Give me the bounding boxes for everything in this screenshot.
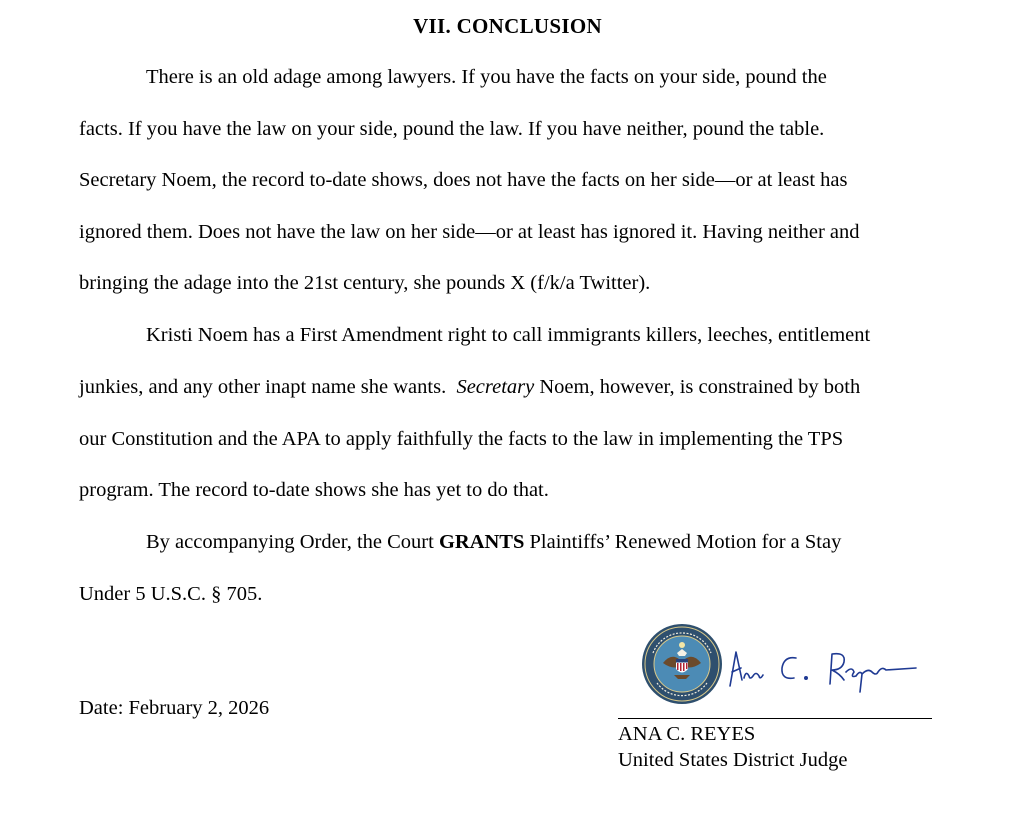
paragraph-3-line-1-start: By accompanying Order, the Court: [146, 531, 439, 553]
judge-title: United States District Judge: [618, 749, 848, 771]
paragraph-2-line-2-end: Noem, however, is constrained by both: [534, 376, 861, 398]
paragraph-1-line-2: facts. If you have the law on your side, pound the law. If you have neither, pound the table.: [79, 118, 825, 140]
paragraph-1-line-5: bringing the adage into the 21st century, she pounds X (f/k/a Twitter).: [79, 272, 651, 294]
signature-icon: [726, 640, 922, 696]
court-seal-icon: [641, 623, 723, 705]
bold-grants: GRANTS: [438, 531, 525, 553]
signature-rule: [618, 718, 932, 719]
paragraph-2-line-1: Kristi Noem has a First Amendment right to call immigrants killers, leeches, entitlement: [146, 324, 871, 346]
judge-name: ANA C. REYES: [618, 723, 756, 745]
paragraph-2-line-2: [79, 373, 860, 401]
italic-secretary: Secretary: [456, 376, 535, 398]
paragraph-1-line-4: ignored them. Does not have the law on her side—or at least has ignored it. Having neither and: [79, 221, 860, 243]
paragraph-1-line-3: Secretary Noem, the record to-date shows, does not have the facts on her side—or at least has: [79, 169, 848, 191]
paragraph-3-line-2: Under 5 U.S.C. § 705.: [79, 583, 263, 605]
paragraph-3-line-1-end: Plaintiffs’ Renewed Motion for a Stay: [524, 531, 842, 553]
paragraph-2-line-3: our Constitution and the APA to apply faithfully the facts to the law in implementing the TPS: [79, 428, 844, 450]
paragraph-1-line-1: There is an old adage among lawyers. If you have the facts on your side, pound the: [146, 66, 827, 88]
paragraph-2-line-2-start: junkies, and any other inapt name she wants.: [79, 376, 457, 398]
date-line: Date: February 2, 2026: [79, 697, 270, 719]
paragraph-2-line-4: program. The record to-date shows she has yet to do that.: [79, 479, 549, 501]
section-heading: VII. CONCLUSION: [413, 14, 602, 38]
paragraph-3-line-1: [146, 528, 841, 556]
